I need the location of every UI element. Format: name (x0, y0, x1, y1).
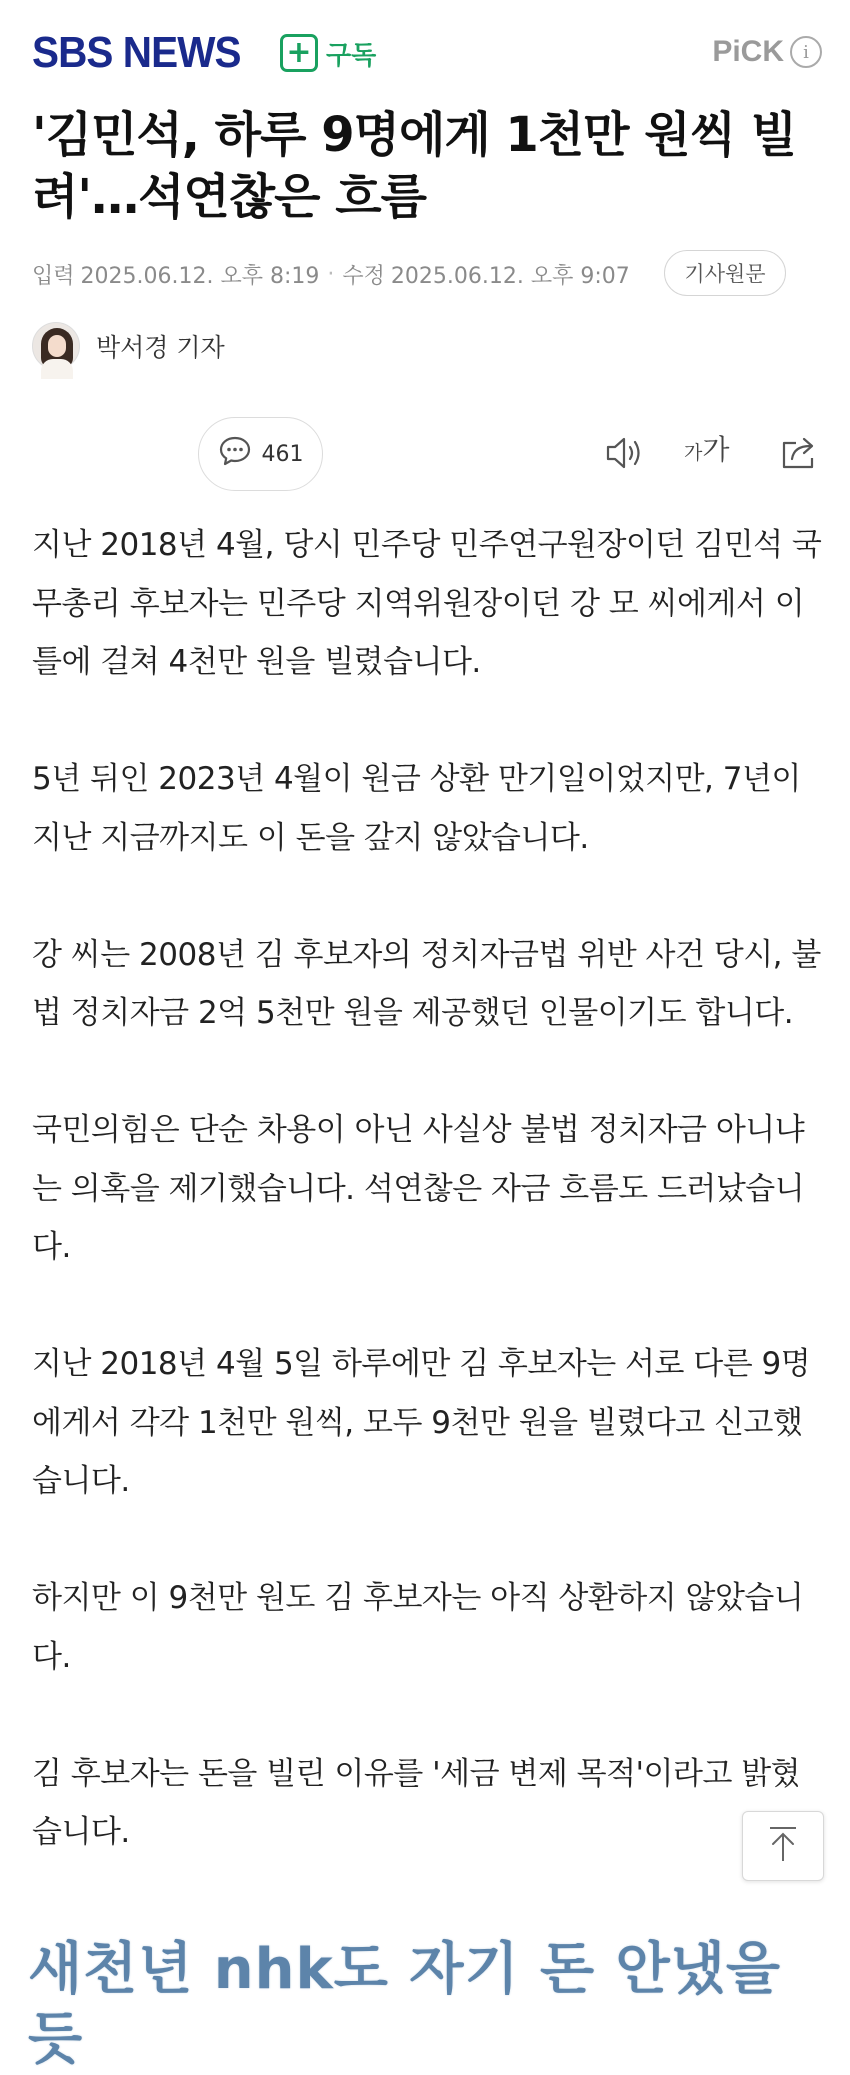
original-article-button[interactable]: 기사원문 (664, 250, 786, 296)
comment-button[interactable] (198, 417, 323, 491)
paragraph: 지난 2018년 4월 5일 하루에만 김 후보자는 서로 다른 9명에게서 각각 1천만 원씩, 모두 9천만 원을 빌렸다고 신고했습니다. (32, 1346, 811, 1499)
paragraph: 강 씨는 2008년 김 후보자의 정치자금법 위반 사건 당시, 불법 정치자금 2억 5천만 원을 제공했던 인물이기도 합니다. (32, 936, 821, 1031)
paragraph: 지난 2018년 4월, 당시 민주당 민주연구원장이던 김민석 국무총리 후보자는 민주당 지역위원장이던 강 모 씨에게서 이틀에 걸쳐 4천만 원을 빌렸습니다. (32, 527, 822, 680)
scroll-to-top-button[interactable] (742, 1811, 824, 1881)
subscribe-button[interactable] (280, 33, 376, 73)
info-icon[interactable]: i (790, 36, 822, 68)
subscribe-label: 구독 (326, 40, 377, 71)
speaker-icon[interactable] (600, 428, 650, 478)
reporter-name: 박서경 기자 (96, 333, 225, 362)
arrow-up-icon (766, 1824, 800, 1868)
comment-count: 461 (261, 441, 304, 467)
input-label: 입력 (32, 263, 75, 289)
font-small-glyph: 가 (684, 442, 703, 464)
plus-icon: + (280, 34, 318, 72)
paragraph: 김 후보자는 돈을 빌린 이유를 '세금 변제 목적'이라고 밝혔습니다. (32, 1755, 801, 1850)
paragraph: 5년 뒤인 2023년 4월이 원금 상환 만기일이었지만, 7년이 지난 지금까지도 이 돈을 갚지 않았습니다. (32, 761, 801, 856)
share-icon[interactable] (774, 428, 824, 478)
article-title: '김민석, 하루 9명에게 1천만 원씩 빌려'…석연찮은 흐름 (32, 107, 797, 225)
top-bar (0, 0, 850, 100)
input-time: 2025.06.12. 오후 8:19 (80, 263, 320, 289)
comment-icon (218, 435, 252, 473)
reporter-avatar (32, 322, 80, 370)
article-body (32, 516, 822, 1920)
overlay-caption: 새천년 nhk도 자기 돈 안냈을듯 (28, 1937, 781, 2072)
reporter-row[interactable] (32, 320, 225, 372)
modified-label: 수정 (342, 263, 385, 289)
article-meta (32, 252, 630, 296)
sbs-news-logo[interactable]: SBS NEWS (32, 28, 241, 77)
pick-label: PiCK (712, 35, 784, 68)
meta-separator: · (327, 261, 335, 287)
pick-badge[interactable] (712, 32, 822, 72)
paragraph: 국민의힘은 단순 차용이 아닌 사실상 불법 정치자금 아니냐는 의혹을 제기했습니다. 석연찮은 자금 흐름도 드러났습니다. (32, 1112, 805, 1265)
modified-time: 2025.06.12. 오후 9:07 (390, 263, 630, 289)
font-big-glyph: 가 (702, 433, 730, 466)
font-size-icon[interactable] (684, 428, 729, 478)
paragraph: 하지만 이 9천만 원도 김 후보자는 아직 상환하지 않았습니다. (32, 1580, 804, 1675)
